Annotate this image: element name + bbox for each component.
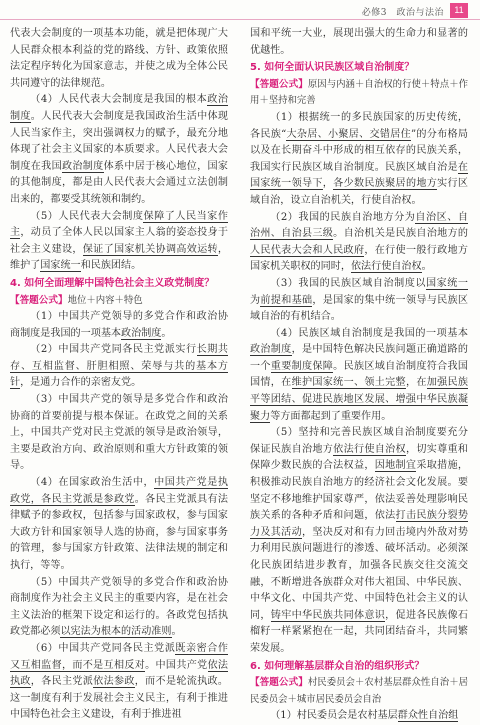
underlined-phrase: 人民代表大会和人民政府 — [250, 244, 365, 256]
underlined-phrase: 重要制度保障 — [270, 360, 334, 372]
underlined-phrase: 政治制度 — [250, 344, 292, 356]
paragraph: （3）我国的民族区域自治制度以国家统一为前提和基础，是国家的集中统一领导与民族区域自治的有机结合。 — [250, 277, 469, 323]
underlined-phrase: 依法执政 — [10, 659, 229, 688]
answer-formula — [10, 293, 228, 310]
paragraph: （4）民族区域自治制度是我国的一项基本政治制度，是中国特色解决民族问题正确道路的一个重要制度保障。民族区域自治制度符合我国国情，在维护国家统一、领土完整，在加强民族平等团结、促进民族地区发展、增强中华民族凝聚力等方面都起到了重要作用。 — [250, 327, 469, 422]
paragraph: （1）中国共产党领导的多党合作和政治协商制度是我国的一项基本政治制度。 — [10, 311, 228, 339]
underlined-phrase: 在国家统一领导下 — [250, 161, 468, 190]
underlined-phrase: 国家统一 — [426, 277, 469, 289]
formula-tag: 【答题公式】 — [250, 677, 308, 689]
page-header — [0, 0, 480, 22]
paragraph: （5）坚持和完善民族区域自治制度要充分保证民族自治地方依法行使自治权，切实尊重和保障少数民族的合法权益，因地制宜采取措施，积极推动民族自治地方的经济社会文化发展。要坚定不移地维护国家尊严，依法妥善处理影响民族关系的各种矛盾和问题，依法打击民族分裂势力及其活动，坚决反对和有力回击境内外敌对势力利用民族问题进行的渗透、破坏活动。必须深化民族团结进步教育，加强各民族交往交流交融，不断增进各族群众对伟大祖国、中华民族、中华文化、中国共产党、中国特色社会主义的认同，铸牢中华民族共同体意识，促进各民族像石榴籽一样紧紧抱在一起，共同团结奋斗，共同繁荣发展。 — [250, 427, 469, 654]
running-title: 必修3 政治与法治 — [361, 8, 444, 18]
underlined-phrase: 因地制宜 — [374, 460, 417, 472]
paragraph: （2）中国共产党同各民主党派实行长期共存、互相监督、肝胆相照、荣辱与共的基本方针，是通力合作的亲密友党。 — [10, 344, 228, 389]
formula-text: 原因与内涵＋自治权的行使＋特点＋作用＋坚持和完善 — [250, 78, 468, 107]
answer-formula — [250, 675, 468, 708]
paragraph: （5）中国共产党领导的多党合作和政治协商制度作为社会主义民主的重要内容，是在社会主义法治的框架下设定和运行的。各政党包括执政党都必须以宪法为根本的活动准则。 — [10, 576, 228, 638]
paragraph: 国和平统一大业，展现出强大的生命力和显著的优越性。 — [250, 28, 468, 56]
underlined-phrase: 政治制度 — [10, 94, 229, 122]
underlined-phrase: 中国共产党是执政党，各民主党派是参政党 — [10, 477, 228, 505]
question-heading: 6. 如何理解基层群众自治的组织形式？ — [250, 660, 425, 672]
formula-text: 地位＋内容＋特色 — [67, 294, 143, 306]
underlined-phrase: 保障了人民当家作主 — [10, 210, 229, 239]
underlined-phrase: 大杂居、小聚居、交错居住 — [286, 128, 411, 140]
right-column — [250, 26, 468, 725]
answer-formula — [250, 77, 468, 110]
underlined-phrase: 保证了国家机关协调高效运转 — [82, 243, 218, 255]
paragraph: （5）人民代表大会制度保障了人民当家作主，动员了全体人民以国家主人翁的姿态投身于社会主义建设，保证了国家机关协调高效运转，维护了国家统一和民族团结。 — [10, 210, 229, 272]
page-number: 11 — [450, 3, 468, 18]
question-heading: 4. 如何全面理解中国特色社会主义政党制度？ — [10, 277, 215, 289]
paragraph: （4）人民代表大会制度是我国的根本政治制度。人民代表大会制度是我国政治生活中体现人民当家作主，突出强调权力的赋予，最充分地体现了社会主义国家的本质要求。人民代表大会制度在我国政治制度体系中居于核心地位，国家的其他制度，都是由人民代表大会通过立法创制出来的，都要受其统领和制约。 — [10, 94, 229, 205]
underlined-phrase: 长期共存、互相监督、肝胆相照、荣辱与共的基本方针 — [10, 344, 228, 389]
underlined-phrase: 既亲密合作又互相监督，而不是互相反对 — [10, 642, 228, 671]
underlined-phrase: 依法参政 — [93, 676, 135, 688]
underlined-phrase: 各少数民族聚居的地方 — [333, 178, 438, 190]
paragraph: （1）村民委员会是农村基层群众性自治组 — [270, 710, 459, 722]
left-column — [10, 26, 228, 724]
underlined-phrase: 群众性自治组 — [397, 710, 459, 722]
underlined-phrase: 政治制度 — [121, 327, 162, 339]
formula-tag: 【答题公式】 — [250, 78, 308, 90]
paragraph: （1）根据统一的多民族国家的历史传统，各民族“大杂居、小聚居、交错居住”的分布格局以及在长期奋斗中形成的相互依存的民族关系，我国实行民族区域自治制度。民族区域自治是在国家统一领导下，各少数民族聚居的地方实行区域自治，设立自治机关，行使自治权。 — [250, 111, 469, 206]
paragraph: （2）我国的民族自治地方分为自治区、自治州、自治县三级。自治机关是民族自治地方的人民代表大会和人民政府，在行使一般行政地方国家机关职权的同时，依法行使自治权。 — [250, 211, 469, 273]
underlined-phrase: 自治区、自治州、自治县三级 — [250, 211, 468, 240]
underlined-phrase: 国家统一 — [40, 260, 81, 272]
underlined-phrase: 依法行使自治权 — [333, 443, 406, 455]
paragraph: （6）中国共产党同各民主党派既亲密合作又互相监督，而不是互相反对。中国共产党依法执政，各民主党派依法参政，而不是轮流执政。这一制度有利于发展社会主义民主，有利于推进中国特色社会主义建设，有利于推进祖 — [10, 642, 229, 721]
header-divider — [0, 19, 480, 20]
formula-tag: 【答题公式】 — [10, 294, 68, 306]
formula-text: 村民委员会＋农村基层群众性自治＋居民委员会＋城市居民委员会自治 — [250, 677, 468, 705]
underlined-phrase: 铸牢中华民族共同体意识 — [270, 609, 386, 621]
underlined-phrase: 打击民族分裂势力及其活动 — [250, 510, 469, 538]
underlined-phrase: 依法行使自治权 — [350, 261, 422, 273]
underlined-phrase: 前提和基础 — [260, 294, 313, 306]
paragraph: （4）在国家政治生活中，中国共产党是执政党，各民主党派是参政党。各民主党派具有法律赋予的参政权，包括参与国家政权，参与国家大政方针和国家领导人选的协商，参与国家事务的管理，参与国家方针政策、法律法规的制定和执行，等等。 — [10, 477, 229, 571]
underlined-phrase: 维护国家统一、领土完整 — [291, 377, 406, 389]
underlined-phrase: 政治制度 — [61, 160, 104, 172]
paragraph: （3）中国共产党的领导是多党合作和政治协商的首要前提与根本保证。在政党之间的关系上，中国共产党对民主党派的领导是政治领导，主要是政治方向、政治原则和重大方针政策的领导。 — [10, 394, 228, 472]
underlined-phrase: 加强民族平等团结、促进民族地区发展、增强中华民族凝聚力 — [250, 377, 469, 422]
paragraph: 代表大会制度的一项基本功能，就是把体现广大人民群众根本利益的党的路线、方针、政策依照法定程序转化为国家意志，并使之成为全体公民共同遵守的法律规范。 — [10, 28, 228, 89]
underlined-phrase: 以宪法为根本的活动准则 — [60, 626, 172, 638]
question-heading: 5. 如何全面认识民族区域自治制度？ — [250, 62, 415, 74]
